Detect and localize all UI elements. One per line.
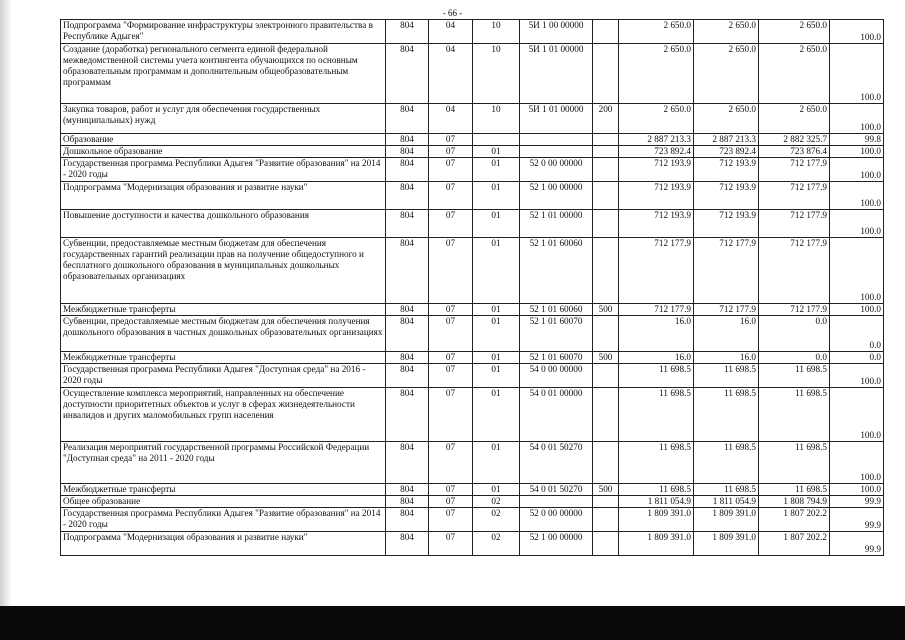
row-name: Межбюджетные трансферты — [61, 484, 386, 496]
code-expense-type — [593, 364, 619, 388]
amount-approved: 11 698.5 — [619, 388, 694, 442]
code-grbs: 804 — [386, 134, 429, 146]
code-subsection: 01 — [473, 210, 520, 238]
code-subsection: 01 — [473, 182, 520, 210]
amount-refined: 11 698.5 — [694, 442, 759, 484]
code-subsection: 10 — [473, 44, 520, 104]
amount-executed: 1 807 202.2 — [759, 508, 830, 532]
code-subsection: 01 — [473, 484, 520, 496]
code-target-article — [520, 134, 593, 146]
amount-approved: 2 650.0 — [619, 20, 694, 44]
code-target-article: 52 1 01 60070 — [520, 352, 593, 364]
table-row — [61, 44, 884, 104]
amount-refined: 712 193.9 — [694, 158, 759, 182]
code-subsection — [473, 134, 520, 146]
amount-executed: 11 698.5 — [759, 388, 830, 442]
code-target-article: 52 1 01 60060 — [520, 304, 593, 316]
code-section: 07 — [429, 316, 473, 352]
row-name: Дошкольное образование — [61, 146, 386, 158]
code-grbs: 804 — [386, 182, 429, 210]
amount-executed: 11 698.5 — [759, 484, 830, 496]
table-row — [61, 238, 884, 304]
amount-refined: 1 811 054.9 — [694, 496, 759, 508]
amount-refined: 2 650.0 — [694, 44, 759, 104]
execution-percent: 100.0 — [830, 20, 884, 44]
code-expense-type — [593, 238, 619, 304]
execution-percent: 100.0 — [830, 44, 884, 104]
amount-refined: 1 809 391.0 — [694, 508, 759, 532]
code-grbs: 804 — [386, 532, 429, 556]
code-target-article: 52 1 01 60070 — [520, 316, 593, 352]
code-expense-type — [593, 134, 619, 146]
code-grbs: 804 — [386, 508, 429, 532]
execution-percent: 99.9 — [830, 496, 884, 508]
row-name: Подпрограмма "Модернизация образования и развитие науки" — [61, 532, 386, 556]
code-section: 07 — [429, 238, 473, 304]
code-section: 07 — [429, 388, 473, 442]
execution-percent: 100.0 — [830, 238, 884, 304]
amount-executed: 1 808 794.9 — [759, 496, 830, 508]
execution-percent: 99.8 — [830, 134, 884, 146]
code-expense-type — [593, 210, 619, 238]
amount-approved: 1 809 391.0 — [619, 532, 694, 556]
code-expense-type: 500 — [593, 304, 619, 316]
amount-refined: 16.0 — [694, 316, 759, 352]
amount-refined: 2 650.0 — [694, 104, 759, 134]
code-expense-type: 500 — [593, 484, 619, 496]
row-name: Государственная программа Республики Адыгея "Доступная среда" на 2016 - 2020 годы — [61, 364, 386, 388]
code-target-article: 52 1 01 00000 — [520, 210, 593, 238]
code-subsection: 01 — [473, 158, 520, 182]
row-name: Общее образование — [61, 496, 386, 508]
amount-approved: 2 650.0 — [619, 104, 694, 134]
amount-refined: 11 698.5 — [694, 364, 759, 388]
code-target-article: 54 0 00 00000 — [520, 364, 593, 388]
code-section: 07 — [429, 182, 473, 210]
code-section: 07 — [429, 496, 473, 508]
code-subsection: 02 — [473, 496, 520, 508]
code-expense-type — [593, 44, 619, 104]
code-grbs: 804 — [386, 210, 429, 238]
amount-executed: 11 698.5 — [759, 442, 830, 484]
row-name: Субвенции, предоставляемые местным бюджетам для обеспечения получения дошкольного образования в частных дошкольных образовательных организациях — [61, 316, 386, 352]
amount-refined: 1 809 391.0 — [694, 532, 759, 556]
code-subsection: 01 — [473, 316, 520, 352]
table-row — [61, 352, 884, 364]
amount-executed: 0.0 — [759, 352, 830, 364]
code-subsection: 01 — [473, 238, 520, 304]
amount-approved: 712 193.9 — [619, 182, 694, 210]
code-grbs: 804 — [386, 388, 429, 442]
code-section: 04 — [429, 44, 473, 104]
code-subsection: 01 — [473, 388, 520, 442]
execution-percent: 0.0 — [830, 316, 884, 352]
table-row — [61, 20, 884, 44]
code-expense-type — [593, 20, 619, 44]
code-expense-type — [593, 316, 619, 352]
execution-percent: 99.9 — [830, 532, 884, 556]
code-subsection: 02 — [473, 532, 520, 556]
code-subsection: 02 — [473, 508, 520, 532]
code-section: 07 — [429, 442, 473, 484]
execution-percent: 100.0 — [830, 304, 884, 316]
table-row — [61, 182, 884, 210]
row-name: Субвенции, предоставляемые местным бюджетам для обеспечения государственных гарантий реализации прав на получение общедоступного и бесплатного дошкольного образования в муниципальных дошкольных образовательных организациях — [61, 238, 386, 304]
budget-table-body — [61, 20, 884, 556]
execution-percent: 100.0 — [830, 388, 884, 442]
code-section: 07 — [429, 210, 473, 238]
execution-percent: 100.0 — [830, 210, 884, 238]
code-section: 07 — [429, 364, 473, 388]
amount-refined: 11 698.5 — [694, 388, 759, 442]
table-row — [61, 442, 884, 484]
code-section: 07 — [429, 304, 473, 316]
row-name: Подпрограмма "Модернизация образования и развитие науки" — [61, 182, 386, 210]
amount-executed: 2 650.0 — [759, 44, 830, 104]
code-target-article: 5И 1 01 00000 — [520, 44, 593, 104]
code-grbs: 804 — [386, 158, 429, 182]
amount-approved: 11 698.5 — [619, 442, 694, 484]
code-expense-type — [593, 496, 619, 508]
amount-refined: 712 193.9 — [694, 210, 759, 238]
code-target-article: 54 0 01 50270 — [520, 442, 593, 484]
code-section: 04 — [429, 104, 473, 134]
code-grbs: 804 — [386, 104, 429, 134]
code-target-article — [520, 496, 593, 508]
amount-executed: 2 882 325.7 — [759, 134, 830, 146]
table-row — [61, 484, 884, 496]
amount-refined: 11 698.5 — [694, 484, 759, 496]
code-target-article: 52 1 00 00000 — [520, 532, 593, 556]
table-row — [61, 210, 884, 238]
amount-executed: 11 698.5 — [759, 364, 830, 388]
row-name: Государственная программа Республики Адыгея "Развитие образования" на 2014 - 2020 годы — [61, 508, 386, 532]
amount-approved: 11 698.5 — [619, 484, 694, 496]
code-grbs: 804 — [386, 364, 429, 388]
amount-refined: 16.0 — [694, 352, 759, 364]
amount-executed: 712 177.9 — [759, 210, 830, 238]
table-row — [61, 388, 884, 442]
code-subsection: 01 — [473, 364, 520, 388]
code-section: 07 — [429, 508, 473, 532]
code-expense-type: 200 — [593, 104, 619, 134]
code-subsection: 10 — [473, 104, 520, 134]
code-target-article — [520, 146, 593, 158]
row-name: Межбюджетные трансферты — [61, 352, 386, 364]
amount-approved: 712 193.9 — [619, 210, 694, 238]
amount-approved: 1 811 054.9 — [619, 496, 694, 508]
row-name: Межбюджетные трансферты — [61, 304, 386, 316]
code-grbs: 804 — [386, 442, 429, 484]
execution-percent: 0.0 — [830, 352, 884, 364]
execution-percent: 100.0 — [830, 484, 884, 496]
code-section: 07 — [429, 134, 473, 146]
code-grbs: 804 — [386, 146, 429, 158]
code-target-article: 54 0 01 00000 — [520, 388, 593, 442]
amount-executed: 2 650.0 — [759, 104, 830, 134]
amount-approved: 1 809 391.0 — [619, 508, 694, 532]
code-grbs: 804 — [386, 238, 429, 304]
amount-approved: 2 887 213.3 — [619, 134, 694, 146]
scanner-bottom-border — [0, 606, 905, 640]
execution-percent: 100.0 — [830, 158, 884, 182]
row-name: Государственная программа Республики Адыгея "Развитие образования" на 2014 - 2020 годы — [61, 158, 386, 182]
amount-approved: 712 193.9 — [619, 158, 694, 182]
code-target-article: 52 0 00 00000 — [520, 508, 593, 532]
code-target-article: 5И 1 00 00000 — [520, 20, 593, 44]
amount-approved: 2 650.0 — [619, 44, 694, 104]
code-subsection: 01 — [473, 146, 520, 158]
code-expense-type — [593, 442, 619, 484]
amount-refined: 2 650.0 — [694, 20, 759, 44]
code-section: 04 — [429, 20, 473, 44]
execution-percent: 100.0 — [830, 364, 884, 388]
code-grbs: 804 — [386, 496, 429, 508]
code-section: 07 — [429, 352, 473, 364]
amount-executed: 2 650.0 — [759, 20, 830, 44]
code-subsection: 10 — [473, 20, 520, 44]
code-section: 07 — [429, 532, 473, 556]
code-subsection: 01 — [473, 304, 520, 316]
code-expense-type — [593, 508, 619, 532]
execution-percent: 99.9 — [830, 508, 884, 532]
row-name: Повышение доступности и качества дошкольного образования — [61, 210, 386, 238]
table-row — [61, 364, 884, 388]
code-expense-type — [593, 182, 619, 210]
code-expense-type: 500 — [593, 352, 619, 364]
amount-refined: 712 177.9 — [694, 238, 759, 304]
execution-percent: 100.0 — [830, 182, 884, 210]
code-section: 07 — [429, 158, 473, 182]
amount-executed: 712 177.9 — [759, 238, 830, 304]
execution-percent: 100.0 — [830, 442, 884, 484]
scan-edge-shadow — [0, 0, 12, 640]
table-row — [61, 134, 884, 146]
amount-approved: 11 698.5 — [619, 364, 694, 388]
code-section: 07 — [429, 146, 473, 158]
code-subsection: 01 — [473, 352, 520, 364]
code-expense-type — [593, 158, 619, 182]
amount-executed: 712 177.9 — [759, 182, 830, 210]
page-number: - 66 - — [442, 8, 463, 18]
table-row — [61, 146, 884, 158]
code-expense-type — [593, 146, 619, 158]
code-expense-type — [593, 532, 619, 556]
amount-executed: 1 807 202.2 — [759, 532, 830, 556]
amount-executed: 712 177.9 — [759, 158, 830, 182]
code-grbs: 804 — [386, 304, 429, 316]
table-row — [61, 104, 884, 134]
code-expense-type — [593, 388, 619, 442]
amount-approved: 723 892.4 — [619, 146, 694, 158]
amount-refined: 2 887 213.3 — [694, 134, 759, 146]
amount-refined: 712 177.9 — [694, 304, 759, 316]
amount-approved: 16.0 — [619, 352, 694, 364]
code-grbs: 804 — [386, 484, 429, 496]
code-target-article: 5И 1 01 00000 — [520, 104, 593, 134]
row-name: Образование — [61, 134, 386, 146]
row-name: Осуществление комплекса мероприятий, направленных на обеспечение доступности приоритетных объектов и услуг в сферах жизнедеятельности инвалидов и других маломобильных групп населения — [61, 388, 386, 442]
execution-percent: 100.0 — [830, 146, 884, 158]
amount-approved: 712 177.9 — [619, 304, 694, 316]
code-subsection: 01 — [473, 442, 520, 484]
table-row — [61, 316, 884, 352]
row-name: Закупка товаров, работ и услуг для обеспечения государственных (муниципальных) нужд — [61, 104, 386, 134]
code-section: 07 — [429, 484, 473, 496]
code-target-article: 52 0 00 00000 — [520, 158, 593, 182]
code-target-article: 54 0 01 50270 — [520, 484, 593, 496]
amount-executed: 0.0 — [759, 316, 830, 352]
table-row — [61, 532, 884, 556]
code-target-article: 52 1 01 60060 — [520, 238, 593, 304]
row-name: Реализация мероприятий государственной программы Российской Федерации "Доступная среда" на 2011 - 2020 годы — [61, 442, 386, 484]
amount-executed: 712 177.9 — [759, 304, 830, 316]
amount-approved: 712 177.9 — [619, 238, 694, 304]
budget-table — [60, 19, 884, 556]
table-row — [61, 508, 884, 532]
execution-percent: 100.0 — [830, 104, 884, 134]
amount-executed: 723 876.4 — [759, 146, 830, 158]
table-row — [61, 304, 884, 316]
code-target-article: 52 1 00 00000 — [520, 182, 593, 210]
row-name: Подпрограмма "Формирование инфраструктуры электронного правительства в Республике Адыгея" — [61, 20, 386, 44]
table-row — [61, 496, 884, 508]
amount-refined: 712 193.9 — [694, 182, 759, 210]
amount-approved: 16.0 — [619, 316, 694, 352]
code-grbs: 804 — [386, 20, 429, 44]
amount-refined: 723 892.4 — [694, 146, 759, 158]
table-row — [61, 158, 884, 182]
code-grbs: 804 — [386, 44, 429, 104]
code-grbs: 804 — [386, 316, 429, 352]
row-name: Создание (доработка) регионального сегмента единой федеральной межведомственной системы учета контингента обучающихся по основным образовательным программам и дополнительным общеобразовательным программам — [61, 44, 386, 104]
code-grbs: 804 — [386, 352, 429, 364]
